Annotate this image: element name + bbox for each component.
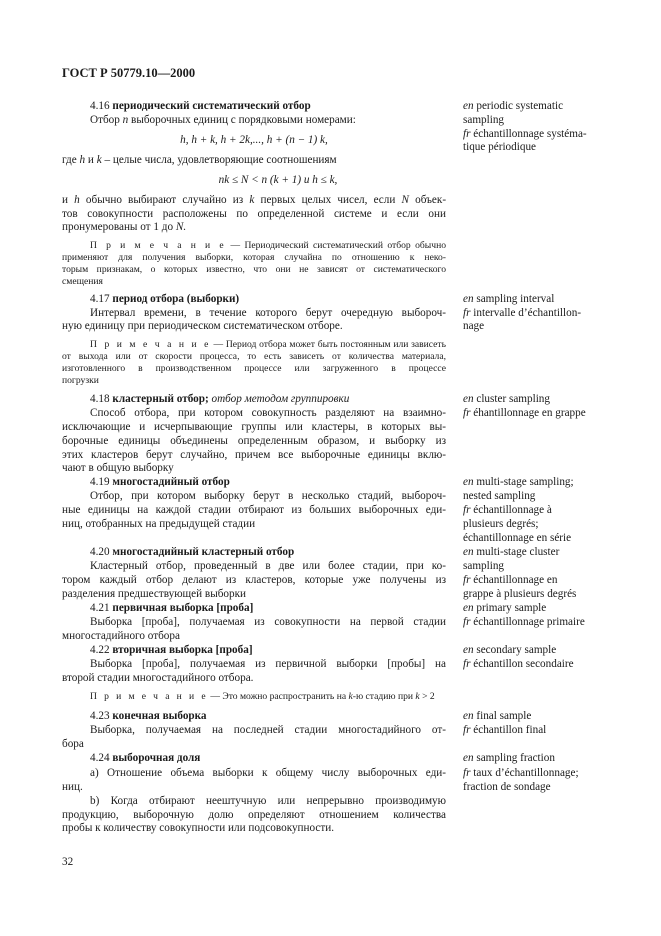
term-4-17-line1: Интервал времени, в течение которого берут очередную выбороч- [90,307,446,319]
term-4-17-fr: fr intervalle d’échantillon- [463,307,582,319]
term-4-21-en: en primary sample [463,602,547,614]
term-4-20-fr-cont: grappe à plusieurs degrés [463,588,577,600]
page-number: 32 [62,856,74,868]
term-4-16-heading: 4.16 периодический систематический отбор [90,100,311,112]
document-header: ГОСТ Р 50779.10—2000 [62,66,196,80]
term-4-22-line2: второй стадии многостадийного отбора. [62,672,254,684]
term-4-16-fr-cont: tique périodique [463,141,537,153]
term-4-18-line2: исключающие и исчерпывающие группы или кластеры, в которых вы- [62,421,446,433]
term-4-19-fr-cont2: échantillonnage en série [463,532,572,544]
term-4-18-line3: борочные единицы объединены определенным образом, и выборку из [62,435,446,447]
term-4-19-fr-cont: plusieurs degrés; [463,518,539,530]
term-4-20-line2: тором каждый отбор делают из кластеров, которые уже получены из [62,574,446,586]
term-4-18-line1: Способ отбора, при котором совокупность разделяют на взаимно- [90,407,446,419]
term-4-23-line1: Выборка, получаемая на последней стадии многостадийного от- [90,724,446,736]
term-4-16-note-line2: применяют для получения выборки, которая случайна по отношению к неко- [62,252,446,263]
term-4-22-heading: 4.22 вторичная выборка [проба] [90,644,253,656]
term-4-24-b-line1: b) Когда отбирают неештучную или непрерывно производимую [90,795,446,807]
formula-inequality: nk ≤ N < n (k + 1) и h ≤ k, [218,174,338,186]
term-4-19-line1: Отбор, при котором выборку берут в несколько стадий, выбороч- [90,490,446,502]
term-4-17-note-line1: П р и м е ч а н и е — Период отбора может быть постоянным или зависеть [90,339,447,350]
term-4-19-heading: 4.19 многостадийный отбор [90,476,230,488]
term-4-20-fr: fr échantillonnage en [463,574,558,586]
term-4-16-para-line2: тов совокупности расположены по определенной системе и если они [62,208,446,220]
term-4-21-line1: Выборка [проба], получаемая из совокупности на первой стадии [90,616,446,628]
term-4-20-en: en multi-stage cluster [463,546,560,558]
term-4-22-line1: Выборка [проба], получаемая из первичной выборки [пробы] на [90,658,446,670]
term-4-18-line5: чают в общую выборку [62,462,174,474]
term-4-20-line1: Кластерный отбор, проведенный в две или более стадии, при ко- [90,560,446,572]
term-4-20-line3: разделения предшествующей выборки [62,588,247,600]
term-4-24-fr: fr taux d’échantillonnage; [463,767,579,779]
term-4-19-fr: fr échantillonnage à [463,504,552,516]
term-4-24-b-line2: продукцию, выборочную долю определяют отношением количества [62,809,446,821]
term-4-16-note-line4: смещения [62,276,103,287]
term-4-24-heading: 4.24 выборочная доля [90,752,201,764]
formula-sequence: h, h + k, h + 2k,..., h + (n − 1) k, [180,134,328,146]
term-4-16-en: en periodic systematic [463,100,564,112]
term-4-16-note-line1: П р и м е ч а н и е — Периодический систематический отбор обычно [90,240,446,251]
term-4-16-en-cont: sampling [463,114,505,126]
term-4-17-note-line2: от выхода или от скорости процесса, то есть зависеть от количества материала, [62,351,446,362]
term-4-19-en: en multi-stage sampling; [463,476,574,488]
term-4-18-heading: 4.18 кластерный отбор; отбор методом группировки [90,393,350,405]
term-4-17-note-line3: изготовленного в производственном процессе или загруженного в процессе [62,363,446,374]
term-4-16-para-line1: и h обычно выбирают случайно из k первых целых чисел, если N объек- [62,194,447,206]
term-4-17-note-line4: погрузки [62,375,99,386]
term-4-24-fr-cont: fraction de sondage [463,781,551,793]
term-4-16-definition: Отбор n выборочных единиц с порядковыми номерами: [90,114,356,126]
term-4-20-en-cont: sampling [463,560,505,572]
term-4-16-fr: fr échantillonnage systéma- [463,128,587,140]
term-4-24-b-line3: пробы к количеству совокупности или подсовокупности. [62,822,335,834]
term-4-16-para-line3: пронумерованы от 1 до N. [62,221,187,233]
term-4-17-en: en sampling interval [463,293,555,305]
term-4-19-line3: ниц, отобранных на предыдущей стадии [62,518,256,530]
term-4-23-fr: fr échantillon final [463,724,547,736]
term-4-18-en: en cluster sampling [463,393,550,405]
term-4-19-en-cont: nested sampling [463,490,536,502]
term-4-17-heading: 4.17 период отбора (выборки) [90,293,240,305]
term-4-17-fr-cont: nage [463,320,485,332]
term-4-19-line2: ные единицы на каждой стадии отбирают из больших выборочных еди- [62,504,446,516]
term-4-17-line2: ную единицу при периодическом систематическом отборе. [62,320,343,332]
term-4-18-fr: fr éhantillonnage en grappe [463,407,586,419]
term-4-21-fr: fr échantillonnage primaire [463,616,585,628]
term-4-16-note-line3: торым признакам, о которых известно, что они не зависят от систематического [62,264,446,275]
term-4-23-en: en final sample [463,710,532,722]
term-4-20-heading: 4.20 многостадийный кластерный отбор [90,546,295,558]
term-4-21-line2: многостадийного отбора [62,630,180,642]
term-4-16-where: где h и k – целые числа, удовлетворяющие соотношениям [62,154,337,166]
term-4-21-heading: 4.21 первичная выборка [проба] [90,602,254,614]
term-4-23-heading: 4.23 конечная выборка [90,710,207,722]
term-4-23-line2: бора [62,738,84,750]
term-4-18-line4: этих кластеров берут случайно, причем все выборочные единицы вклю- [62,449,446,461]
term-4-24-en: en sampling fraction [463,752,555,764]
term-4-22-fr: fr échantillon secondaire [463,658,574,670]
term-4-24-a-line1: a) Отношение объема выборки к общему числу выборочных еди- [90,767,446,779]
term-4-22-en: en secondary sample [463,644,557,656]
term-4-24-a-line2: ниц. [62,781,83,793]
term-4-22-note: П р и м е ч а н и е — Это можно распространить на k-ю стадию при k > 2 [90,691,435,702]
